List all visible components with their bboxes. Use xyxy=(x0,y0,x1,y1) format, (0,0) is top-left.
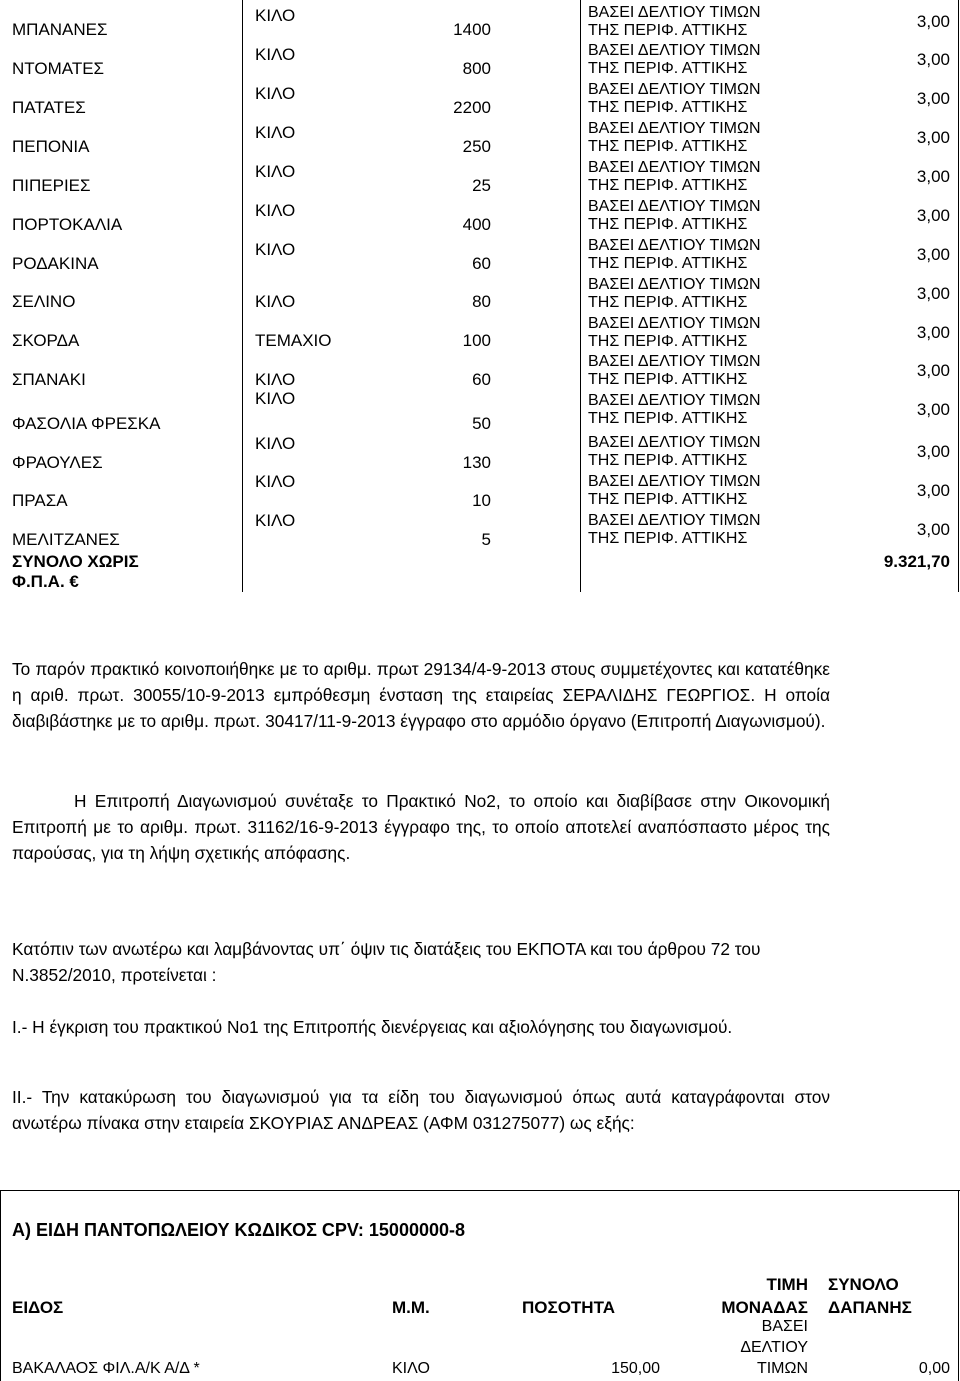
row-quantity: 130 xyxy=(462,453,491,472)
paragraph-approval: Ι.- Η έγκριση του πρακτικού Νο1 της Επιτροπής διενέργειας και αξιολόγησης του διαγωνισμού. xyxy=(12,1017,733,1037)
header-total-l2: ΔΑΠΑΝΗΣ xyxy=(828,1298,912,1317)
row-item-name: ΠΑΤΑΤΕΣ xyxy=(12,98,86,117)
row-unit: ΚΙΛΟ xyxy=(255,201,296,220)
row-item-name: ΠΙΠΕΡΙΕΣ xyxy=(12,176,91,195)
row-price-basis-line2: ΤΗΣ ΠΕΡΙΦ. ΑΤΤΙΚΗΣ xyxy=(588,371,748,388)
row-quantity: 25 xyxy=(472,176,491,195)
row-price-basis-line1: ΒΑΣΕΙ ΔΕΛΤΙΟΥ ΤΙΜΩΝ xyxy=(588,315,761,332)
row-price: 3,00 xyxy=(916,167,950,186)
row-item-name: ΣΠΑΝΑΚΙ xyxy=(12,370,86,389)
row-unit: ΚΙΛΟ xyxy=(255,511,296,530)
paragraph-objection: Το παρόν πρακτικό κοινοποιήθηκε με το αριθμ. πρωτ 29134/4-9-2013 στους συμμετέχοντες και κατατέθηκε η αριθ. πρωτ. 30055/10-9-2013 εμπρόθεσμη ένσταση της εταιρείας ΣΕΡΑΛΙΔΗΣ ΓΕΩΡΓΙΟΣ. Η οποία διαβιβάστηκε με το αριθμ. πρωτ. 30417/11-9-2013 έγγραφο στο αρμόδιο όργανο (Επιτροπή Διαγωνισμού). xyxy=(12,659,830,731)
row-unit: ΚΙΛΟ xyxy=(255,84,296,103)
row-quantity: 60 xyxy=(472,370,491,389)
row-price-basis-line1: ΒΑΣΕΙ ΔΕΛΤΙΟΥ ΤΙΜΩΝ xyxy=(588,353,761,370)
row-price-basis-line2: ΤΗΣ ΠΕΡΙΦ. ΑΤΤΙΚΗΣ xyxy=(588,177,748,194)
row-item-name: ΜΕΛΙΤΖΑΝΕΣ xyxy=(12,530,120,549)
row-price-basis-line1: ΒΑΣΕΙ ΔΕΛΤΙΟΥ ΤΙΜΩΝ xyxy=(588,42,761,59)
row-price: 3,00 xyxy=(916,89,950,108)
row-price-basis-line2: ΤΗΣ ΠΕΡΙΦ. ΑΤΤΙΚΗΣ xyxy=(588,255,748,272)
row-quantity: 10 xyxy=(472,491,491,510)
row-item-name: ΠΕΠΟΝΙΑ xyxy=(12,137,90,156)
header-unit: Μ.Μ. xyxy=(392,1298,430,1317)
section-title: Α) ΕΙΔΗ ΠΑΝΤΟΠΩΛΕΙΟΥ ΚΩΔΙΚΟΣ CPV: 15000000-8 xyxy=(12,1220,466,1240)
row-unit: ΚΙΛΟ xyxy=(255,292,296,311)
row-price-basis-line2: ΤΗΣ ΠΕΡΙΦ. ΑΤΤΙΚΗΣ xyxy=(588,333,748,350)
header-item: ΕΙΔΟΣ xyxy=(12,1298,64,1317)
row-price: 3,00 xyxy=(916,481,950,500)
row-qty: 150,00 xyxy=(611,1360,660,1377)
row-price-basis-line2: ΤΗΣ ΠΕΡΙΦ. ΑΤΤΙΚΗΣ xyxy=(588,216,748,233)
row-quantity: 60 xyxy=(472,254,491,273)
row-quantity: 250 xyxy=(462,137,491,156)
row-quantity: 80 xyxy=(472,292,491,311)
row-price-basis-line1: ΒΑΣΕΙ ΔΕΛΤΙΟΥ ΤΙΜΩΝ xyxy=(588,512,761,529)
row-price-basis-line1: ΒΑΣΕΙ ΔΕΛΤΙΟΥ ΤΙΜΩΝ xyxy=(588,434,761,451)
row-price: 3,00 xyxy=(916,361,950,380)
total-label-line1: ΣΥΝΟΛΟ ΧΩΡΙΣ xyxy=(12,552,139,571)
header-total-l1: ΣΥΝΟΛΟ xyxy=(828,1275,899,1294)
row-price: 3,00 xyxy=(916,50,950,69)
row-price-basis-line2: ΤΗΣ ΠΕΡΙΦ. ΑΤΤΙΚΗΣ xyxy=(588,294,748,311)
row-price-l2: ΔΕΛΤΙΟΥ xyxy=(740,1339,808,1356)
header-qty: ΠΟΣΟΤΗΤΑ xyxy=(522,1298,615,1317)
row-price-basis-line1: ΒΑΣΕΙ ΔΕΛΤΙΟΥ ΤΙΜΩΝ xyxy=(588,4,761,21)
row-unit: ΚΙΛΟ xyxy=(255,45,296,64)
row-price: 3,00 xyxy=(916,12,950,31)
row-item-name: ΠΟΡΤΟΚΑΛΙΑ xyxy=(12,215,123,234)
table-border-right xyxy=(958,1190,959,1381)
column-divider xyxy=(958,0,959,592)
row-price: 3,00 xyxy=(916,323,950,342)
row-total: 0,00 xyxy=(918,1360,950,1377)
row-price: 3,00 xyxy=(916,284,950,303)
row-price: 3,00 xyxy=(916,520,950,539)
row-item-name: ΜΠΑΝΑΝΕΣ xyxy=(12,20,108,39)
column-divider xyxy=(580,0,581,592)
total-value: 9.321,70 xyxy=(883,552,950,571)
row-unit: ΚΙΛΟ xyxy=(255,162,296,181)
row-price-basis-line2: ΤΗΣ ΠΕΡΙΦ. ΑΤΤΙΚΗΣ xyxy=(588,138,748,155)
row-unit: ΚΙΛΟ xyxy=(255,434,296,453)
row-unit: ΚΙΛΟ xyxy=(255,123,296,142)
paragraph-proposal: Κατόπιν των ανωτέρω και λαμβάνοντας υπ΄ όψιν τις διατάξεις του ΕΚΠΟΤΑ και του άρθρου 72 του Ν.3852/2010, προτείνεται : xyxy=(12,939,761,985)
column-divider xyxy=(242,0,243,592)
row-quantity: 100 xyxy=(462,331,491,350)
row-item-name: ΡΟΔΑΚΙΝΑ xyxy=(12,254,99,273)
row-price-l1: ΒΑΣΕΙ xyxy=(761,1318,808,1335)
row-item-name: ΝΤΟΜΑΤΕΣ xyxy=(12,59,105,78)
row-price: 3,00 xyxy=(916,400,950,419)
row-quantity: 2200 xyxy=(453,98,491,117)
header-price-l2: ΜΟΝΑΔΑΣ xyxy=(721,1298,808,1317)
row-price-basis-line2: ΤΗΣ ΠΕΡΙΦ. ΑΤΤΙΚΗΣ xyxy=(588,22,748,39)
row-price-basis-line1: ΒΑΣΕΙ ΔΕΛΤΙΟΥ ΤΙΜΩΝ xyxy=(588,276,761,293)
row-unit: ΚΙΛΟ xyxy=(255,6,296,25)
row-price-basis-line1: ΒΑΣΕΙ ΔΕΛΤΙΟΥ ΤΙΜΩΝ xyxy=(588,473,761,490)
row-unit: ΚΙΛΟ xyxy=(255,370,296,389)
row-unit: ΚΙΛΟ xyxy=(255,389,296,408)
row-item-name: ΠΡΑΣΑ xyxy=(12,491,68,510)
row-price-basis-line1: ΒΑΣΕΙ ΔΕΛΤΙΟΥ ΤΙΜΩΝ xyxy=(588,81,761,98)
row-price-basis-line1: ΒΑΣΕΙ ΔΕΛΤΙΟΥ ΤΙΜΩΝ xyxy=(588,237,761,254)
row-item-name: ΣΚΟΡΔΑ xyxy=(12,331,80,350)
paragraph-award: ΙΙ.- Την κατακύρωση του διαγωνισμού για τα είδη του διαγωνισμού όπως αυτά καταγράφονται στον ανωτέρω πίνακα στην εταιρεία ΣΚΟΥΡΙΑΣ ΑΝΔΡΕΑΣ (ΑΦΜ 031275077) ως εξής: xyxy=(12,1087,830,1133)
row-quantity: 5 xyxy=(481,530,491,549)
header-price-l1: ΤΙΜΗ xyxy=(766,1275,808,1294)
row-price-basis-line2: ΤΗΣ ΠΕΡΙΦ. ΑΤΤΙΚΗΣ xyxy=(588,60,748,77)
row-price: 3,00 xyxy=(916,442,950,461)
row-quantity: 800 xyxy=(462,59,491,78)
row-price-basis-line2: ΤΗΣ ΠΕΡΙΦ. ΑΤΤΙΚΗΣ xyxy=(588,99,748,116)
row-unit: ΤΕΜΑΧΙΟ xyxy=(255,331,332,350)
row-price-basis-line1: ΒΑΣΕΙ ΔΕΛΤΙΟΥ ΤΙΜΩΝ xyxy=(588,392,761,409)
row-unit: ΚΙΛΟ xyxy=(255,472,296,491)
row-item: ΒΑΚΑΛΑΟΣ ΦΙΛ.Α/Κ Α/Δ * xyxy=(12,1360,200,1377)
row-price-basis-line1: ΒΑΣΕΙ ΔΕΛΤΙΟΥ ΤΙΜΩΝ xyxy=(588,120,761,137)
row-price-basis-line2: ΤΗΣ ΠΕΡΙΦ. ΑΤΤΙΚΗΣ xyxy=(588,491,748,508)
row-price: 3,00 xyxy=(916,128,950,147)
row-quantity: 50 xyxy=(472,414,491,433)
row-price-basis-line2: ΤΗΣ ΠΕΡΙΦ. ΑΤΤΙΚΗΣ xyxy=(588,410,748,427)
paragraph-committee: Η Επιτροπή Διαγωνισμού συνέταξε το Πρακτικό Νο2, το οποίο και διαβίβασε στην Οικονομική Επιτροπή με το αριθμ. πρωτ. 31162/16-9-2013 έγγραφο της, το οποίο αποτελεί αναπόσπαστο μέρος της παρούσας, για τη λήψη σχετικής απόφασης. xyxy=(12,791,830,863)
row-price-basis-line1: ΒΑΣΕΙ ΔΕΛΤΙΟΥ ΤΙΜΩΝ xyxy=(588,159,761,176)
row-price-basis-line2: ΤΗΣ ΠΕΡΙΦ. ΑΤΤΙΚΗΣ xyxy=(588,530,748,547)
table-border-top xyxy=(0,1190,960,1191)
row-quantity: 1400 xyxy=(453,20,491,39)
row-price: 3,00 xyxy=(916,245,950,264)
table-border-left xyxy=(0,1190,1,1381)
row-price: 3,00 xyxy=(916,206,950,225)
row-price-l3: ΤΙΜΩΝ xyxy=(756,1360,808,1377)
row-price-basis-line2: ΤΗΣ ΠΕΡΙΦ. ΑΤΤΙΚΗΣ xyxy=(588,452,748,469)
row-quantity: 400 xyxy=(462,215,491,234)
total-label-line2: Φ.Π.Α. € xyxy=(12,572,79,591)
row-item-name: ΣΕΛΙΝΟ xyxy=(12,292,76,311)
row-unit: ΚΙΛΟ xyxy=(392,1360,430,1377)
row-unit: ΚΙΛΟ xyxy=(255,240,296,259)
row-item-name: ΦΑΣΟΛΙΑ ΦΡΕΣΚΑ xyxy=(12,414,161,433)
row-item-name: ΦΡΑΟΥΛΕΣ xyxy=(12,453,103,472)
row-price-basis-line1: ΒΑΣΕΙ ΔΕΛΤΙΟΥ ΤΙΜΩΝ xyxy=(588,198,761,215)
